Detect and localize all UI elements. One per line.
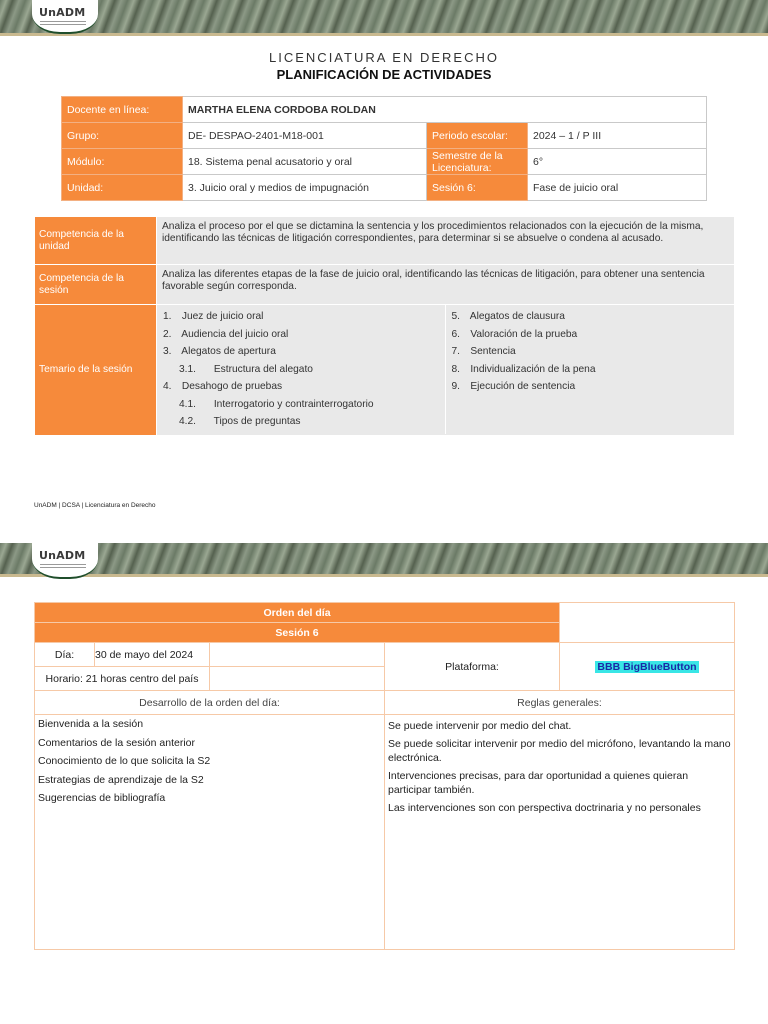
plataforma-value bbox=[560, 643, 735, 691]
unidad-value: 3. Juicio oral y medios de impugnación bbox=[183, 175, 427, 201]
orden-title: Orden del día bbox=[35, 603, 560, 623]
semestre-value: 6° bbox=[528, 149, 707, 175]
logo-text: UnADM bbox=[39, 6, 86, 19]
page-2 bbox=[0, 535, 768, 1024]
list-item: 1. Juez de juicio oral bbox=[163, 311, 264, 322]
logo-subtitle-lines bbox=[40, 562, 86, 568]
list-item: Bienvenida a la sesión bbox=[38, 718, 144, 730]
list-item: 7. Sentencia bbox=[451, 346, 516, 357]
list-item: 9. Ejecución de sentencia bbox=[451, 381, 576, 392]
list-item: 2. Audiencia del juicio oral bbox=[163, 328, 289, 340]
info-table bbox=[61, 96, 707, 201]
logo-text: UnADM bbox=[39, 549, 86, 562]
unidad-label: Unidad: bbox=[62, 175, 183, 201]
competencia-sesion-label: Competencia de la sesión bbox=[35, 265, 157, 305]
header-banner bbox=[0, 0, 768, 36]
reglas-list bbox=[385, 715, 735, 950]
competencia-unidad-value: Analiza el proceso por el que se dictamina la sentencia y los procedimientos relacionados con la ejecución de la misma, identificando las técnicas de litigación correspondientes, para determinar si se absuelve o condena al acusado. bbox=[157, 217, 735, 265]
periodo-value: 2024 – 1 / P III bbox=[528, 123, 707, 149]
temario-content bbox=[157, 305, 735, 436]
horario: Horario: 21 horas centro del país bbox=[35, 667, 210, 691]
sesion-value: Fase de juicio oral bbox=[528, 175, 707, 201]
temario-right-list bbox=[446, 305, 735, 434]
list-item: 4.2. Tipos de preguntas bbox=[179, 416, 301, 427]
grupo-value: DE- DESPAO-2401-M18-001 bbox=[183, 123, 427, 149]
list-item: Sugerencias de bibliografía bbox=[38, 792, 166, 804]
docente-label: Docente en línea: bbox=[62, 97, 183, 123]
list-item: 6. Valoración de la prueba bbox=[451, 328, 578, 340]
unadm-logo bbox=[32, 0, 98, 34]
list-item: 3.1. Estructura del alegato bbox=[179, 363, 313, 375]
list-item: 4.1. Interrogatorio y contrainterrogatorio bbox=[179, 398, 374, 410]
empty-cell bbox=[210, 667, 385, 691]
list-item: Se puede solicitar intervenir por medio del micrófono, levantando la mano electrónica. bbox=[388, 738, 731, 764]
list-item: Conocimiento de lo que solicita la S2 bbox=[38, 755, 211, 767]
list-item: Intervenciones precisas, para dar oportunidad a quienes quieran participar también. bbox=[388, 770, 689, 796]
modulo-value: 18. Sistema penal acusatorio y oral bbox=[183, 149, 427, 175]
desarrollo-list bbox=[35, 715, 385, 950]
modulo-label: Módulo: bbox=[62, 149, 183, 175]
list-item: 4. Desahogo de pruebas bbox=[163, 381, 283, 392]
list-item: 5. Alegatos de clausura bbox=[451, 311, 565, 322]
desarrollo-label: Desarrollo de la orden del día: bbox=[35, 691, 385, 715]
docente-value: MARTHA ELENA CORDOBA ROLDAN bbox=[183, 97, 707, 123]
unadm-logo bbox=[32, 543, 98, 579]
periodo-label: Periodo escolar: bbox=[427, 123, 528, 149]
page-footer: UnADM | DCSA | Licenciatura en Derecho bbox=[34, 502, 156, 509]
competencias-table bbox=[34, 216, 735, 436]
list-item: 3. Alegatos de apertura bbox=[163, 346, 276, 357]
platform-highlight: BBB BigBlueButton bbox=[597, 660, 697, 673]
list-item: Se puede intervenir por medio del chat. bbox=[388, 720, 572, 732]
document-title: PLANIFICACIÓN DE ACTIVIDADES bbox=[276, 67, 492, 82]
orden-session: Sesión 6 bbox=[35, 623, 560, 643]
dia-value: 30 de mayo del 2024 bbox=[95, 643, 210, 667]
sesion-label: Sesión 6: bbox=[427, 175, 528, 201]
empty-cell bbox=[210, 643, 385, 667]
orden-del-dia-table bbox=[34, 602, 735, 950]
competencia-sesion-value: Analiza las diferentes etapas de la fase de juicio oral, identificando las técnicas de litigación, para obtener una sentencia favorable según corresponda. bbox=[157, 265, 735, 305]
list-item: Estrategias de aprendizaje de la S2 bbox=[38, 773, 204, 786]
temario-left-list bbox=[157, 305, 446, 434]
logo-subtitle-lines bbox=[40, 19, 86, 25]
dia-label: Día: bbox=[35, 643, 95, 667]
program-title: LICENCIATURA EN DERECHO bbox=[269, 50, 499, 65]
temario-label: Temario de la sesión bbox=[35, 305, 157, 436]
header-banner bbox=[0, 543, 768, 577]
plataforma-label: Plataforma: bbox=[385, 643, 560, 691]
list-item: Comentarios de la sesión anterior bbox=[38, 736, 195, 749]
semestre-label: Semestre de la Licenciatura: bbox=[427, 149, 528, 175]
reglas-label: Reglas generales: bbox=[385, 691, 735, 715]
competencia-unidad-label: Competencia de la unidad bbox=[35, 217, 157, 265]
list-item: Las intervenciones son con perspectiva doctrinaria y no personales bbox=[388, 802, 701, 814]
list-item: 8. Individualización de la pena bbox=[451, 363, 596, 375]
grupo-label: Grupo: bbox=[62, 123, 183, 149]
